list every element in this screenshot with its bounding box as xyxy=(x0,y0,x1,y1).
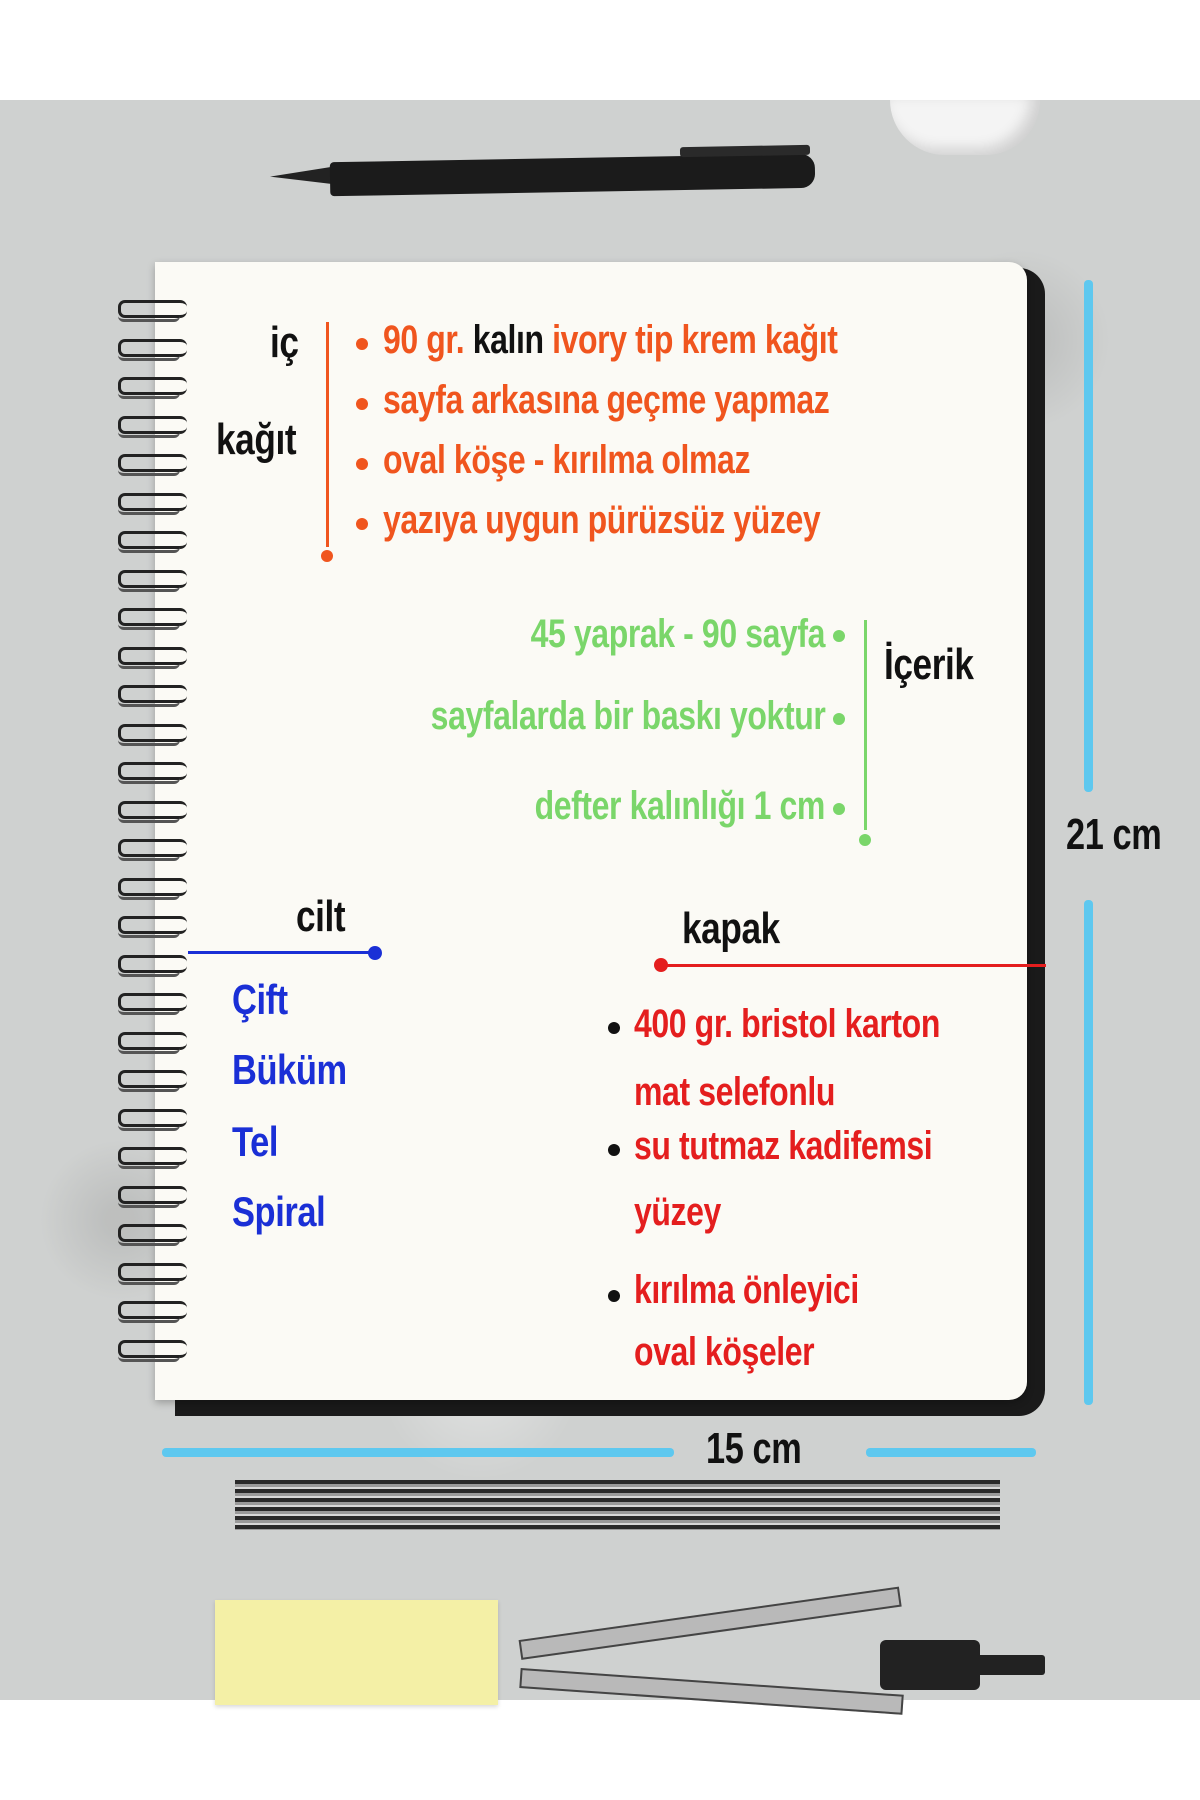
spiral-ring xyxy=(118,1147,187,1165)
content-item-1: 45 yaprak - 90 sayfa xyxy=(530,612,825,656)
cover-item-3-line1: kırılma önleyici xyxy=(634,1268,859,1312)
binding-heading: cilt xyxy=(296,892,346,941)
spiral-ring xyxy=(118,955,187,973)
paper-bullet-1 xyxy=(356,338,368,350)
spiral-ring xyxy=(118,300,187,318)
pencil-bundle-image xyxy=(235,1480,1000,1530)
spiral-ring xyxy=(118,801,187,819)
paper-item-3: oval köşe - kırılma olmaz xyxy=(383,438,751,482)
spiral-ring xyxy=(118,1032,187,1050)
cover-heading: kapak xyxy=(682,904,780,953)
content-bullet-1 xyxy=(833,630,845,642)
spiral-ring xyxy=(118,839,187,857)
sticky-note-image xyxy=(215,1600,498,1705)
width-label: 15 cm xyxy=(706,1424,802,1473)
paper-bullet-3 xyxy=(356,458,368,470)
height-label: 21 cm xyxy=(1066,810,1162,859)
cover-bullet-2 xyxy=(608,1144,620,1156)
paper-item-4: yazıya uygun pürüzsüz yüzey xyxy=(383,498,821,542)
spiral-ring xyxy=(118,454,187,472)
spiral-ring xyxy=(118,724,187,742)
spiral-ring xyxy=(118,647,187,665)
spiral-ring xyxy=(118,608,187,626)
spiral-ring xyxy=(118,531,187,549)
cover-item-1-line1: 400 gr. bristol karton xyxy=(634,1002,940,1046)
cover-bullet-1 xyxy=(608,1022,620,1034)
spiral-ring xyxy=(118,878,187,896)
content-heading: İçerik xyxy=(884,640,974,689)
cover-underline xyxy=(664,964,1046,967)
content-item-3: defter kalınlığı 1 cm xyxy=(534,784,825,828)
paper-bracket-dot xyxy=(321,550,333,562)
content-bracket-dot xyxy=(859,834,871,846)
content-item-2: sayfalarda bir baskı yoktur xyxy=(430,694,825,738)
spiral-ring xyxy=(118,685,187,703)
top-margin xyxy=(0,0,1200,100)
binding-item-2: Büküm xyxy=(232,1046,347,1093)
spiral-ring xyxy=(118,570,187,588)
width-line-left xyxy=(162,1448,674,1457)
spiral-ring xyxy=(118,1224,187,1242)
spiral-ring xyxy=(118,916,187,934)
spiral-ring xyxy=(118,339,187,357)
paper-bullet-4 xyxy=(356,518,368,530)
paper-item-2: sayfa arkasına geçme yapmaz xyxy=(383,378,830,422)
spiral-ring xyxy=(118,1340,187,1358)
spiral-ring xyxy=(118,493,187,511)
cover-item-3-line2: oval köşeler xyxy=(634,1330,815,1374)
cover-item-2-line1: su tutmaz kadifemsi xyxy=(634,1124,933,1168)
compass-knob-image xyxy=(975,1655,1045,1675)
binding-underline xyxy=(188,951,370,954)
paper-heading-line1: iç xyxy=(270,318,299,367)
cover-item-2-line2: yüzey xyxy=(634,1190,721,1234)
bottom-margin xyxy=(0,1700,1200,1800)
content-bullet-3 xyxy=(833,803,845,815)
spiral-ring xyxy=(118,1186,187,1204)
paper-bracket-line xyxy=(326,322,329,547)
spiral-ring xyxy=(118,1070,187,1088)
binding-item-4: Spiral xyxy=(232,1188,326,1235)
spiral-ring xyxy=(118,993,187,1011)
spiral-ring xyxy=(118,1301,187,1319)
spiral-ring xyxy=(118,1109,187,1127)
compass-head-image xyxy=(880,1640,980,1690)
binding-dot xyxy=(368,946,382,960)
binding-item-1: Çift xyxy=(232,976,288,1023)
paper-bullet-2 xyxy=(356,398,368,410)
cover-bullet-3 xyxy=(608,1290,620,1302)
spiral-ring xyxy=(118,1263,187,1281)
paper-heading-line2: kağıt xyxy=(216,415,297,464)
height-line-top xyxy=(1084,280,1093,792)
paper-item-1: 90 gr. kalın ivory tip krem kağıt xyxy=(383,318,838,362)
spiral-ring xyxy=(118,762,187,780)
content-bracket-line xyxy=(864,620,867,830)
spiral-ring xyxy=(118,377,187,395)
content-bullet-2 xyxy=(833,713,845,725)
binding-item-3: Tel xyxy=(232,1118,278,1165)
cover-item-1-line2: mat selefonlu xyxy=(634,1070,836,1114)
spiral-ring xyxy=(118,416,187,434)
height-line-bottom xyxy=(1084,900,1093,1405)
width-line-right xyxy=(866,1448,1036,1457)
